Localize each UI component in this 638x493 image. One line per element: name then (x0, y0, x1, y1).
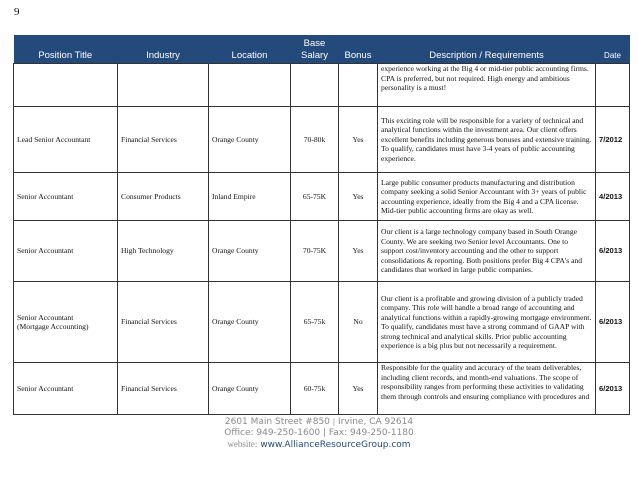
cell-industry: High Technology (118, 221, 209, 282)
position-title: Senior Accountant (17, 383, 74, 393)
cell-position-title (14, 221, 118, 282)
table-row (14, 64, 630, 107)
table-header-row (14, 35, 630, 64)
header-description: Description / Requirements (378, 35, 596, 64)
cell-location: Orange County (209, 107, 291, 173)
cell-date: 6/2013 (596, 363, 630, 415)
cell-industry: Financial Services (118, 363, 209, 415)
cell-salary: 65-75K (291, 173, 339, 221)
cell-position-title (14, 363, 118, 415)
header-industry: Industry (118, 35, 209, 64)
page-number: 9 (14, 6, 20, 18)
footer-separator: | (332, 418, 336, 426)
cell-bonus: Yes (339, 173, 378, 221)
footer-city: Irvine, CA 92614 (338, 417, 414, 427)
cell-salary: 70-80k (291, 107, 339, 173)
footer-website-line (0, 439, 638, 451)
cell-location: Orange County (209, 363, 291, 415)
footer-website-link[interactable]: www.AllianceResourceGroup.com (260, 440, 411, 450)
table-row (14, 221, 630, 282)
cell-industry: Financial Services (118, 282, 209, 363)
cell-bonus: Yes (339, 363, 378, 415)
cell-industry: Financial Services (118, 107, 209, 173)
footer (0, 417, 638, 451)
cell-location (209, 64, 291, 107)
header-base-salary (291, 35, 339, 64)
cell-description: Large public consumer products manufacturing and distribution company seeking a solid Senior Accountant with 3+ years of public accounting experience, ideally from the Big 4 and a CPA license. Mid-tier public accounting firms are okay as well. (378, 173, 596, 221)
cell-description: This exciting role will be responsible for a variety of technical and analytical functions within the investment area. Our client offers excellent benefits including generous bonuses and extensive training. To qualify, candidates must have 3-4 years of public accounting experience. (378, 107, 596, 173)
position-title: Senior Accountant (17, 312, 74, 322)
cell-date (596, 64, 630, 107)
footer-phones: Office: 949-250-1600 | Fax: 949-250-1180 (224, 428, 414, 438)
cell-position-title (14, 107, 118, 173)
cell-date: 4/2013 (596, 173, 630, 221)
cell-date: 6/2013 (596, 221, 630, 282)
cell-location: Inland Empire (209, 173, 291, 221)
cell-bonus: No (339, 282, 378, 363)
cell-position-title (14, 282, 118, 363)
footer-address-line (0, 417, 638, 428)
cell-industry: Consumer Products (118, 173, 209, 221)
table-row (14, 173, 630, 221)
cell-description: experience working at the Big 4 or mid-tier public accounting firms. CPA is preferred, but not required. High energy and ambitious personality is a must! (378, 64, 596, 107)
job-listings-table (13, 35, 630, 415)
cell-salary: 65-75k (291, 282, 339, 363)
cell-description: Our client is a large technology company based in South Orange County. We are seeking two Senior level Accountants. One to support cost/inventory accounting and the other to support consolidations & reporting. Both positions prefer Big 4 CPA's and candidates that worked in large public companies. (378, 221, 596, 282)
cell-salary: 60-75k (291, 363, 339, 415)
cell-position-title (14, 64, 118, 107)
header-salary-line1: Base (303, 38, 326, 49)
cell-position-title (14, 173, 118, 221)
header-position-title: Position Title (14, 35, 118, 64)
cell-industry (118, 64, 209, 107)
cell-bonus: Yes (339, 107, 378, 173)
table-row (14, 363, 630, 415)
footer-website-label: website: (227, 439, 258, 449)
cell-date: 7/2012 (596, 107, 630, 173)
table-row (14, 282, 630, 363)
header-location: Location (209, 35, 291, 64)
footer-address: 2601 Main Street #850 (224, 417, 330, 427)
cell-description: Responsible for the quality and accuracy of the team deliverables, including client records, and month-end valuations. The scope of responsibility ranges from performing these activities to validating them through controls and ensuring compliance with procedures and (378, 363, 596, 415)
cell-salary: 70-75K (291, 221, 339, 282)
header-date: Date (596, 35, 630, 64)
position-title: Senior Accountant (17, 191, 74, 201)
cell-bonus (339, 64, 378, 107)
cell-salary (291, 64, 339, 107)
cell-date: 6/2013 (596, 282, 630, 363)
position-subtitle: (Mortgage Accounting) (17, 322, 89, 331)
cell-location: Orange County (209, 282, 291, 363)
position-title: Senior Accountant (17, 246, 74, 256)
table-row (14, 107, 630, 173)
header-salary-line2: Salary (301, 50, 328, 61)
position-title: Lead Senior Accountant (17, 134, 91, 144)
cell-description: Our client is a profitable and growing division of a publicly traded company. This role will handle a broad range of accounting and analytical functions within a rapidly-growing mortgage environment. To qualify, candidates must have a strong command of GAAP with strong technical and analytical skills. Prior public accounting experience is a big plus but not necessarily a requirement. (378, 282, 596, 363)
header-bonus: Bonus (339, 35, 378, 64)
cell-location: Orange County (209, 221, 291, 282)
cell-bonus: Yes (339, 221, 378, 282)
